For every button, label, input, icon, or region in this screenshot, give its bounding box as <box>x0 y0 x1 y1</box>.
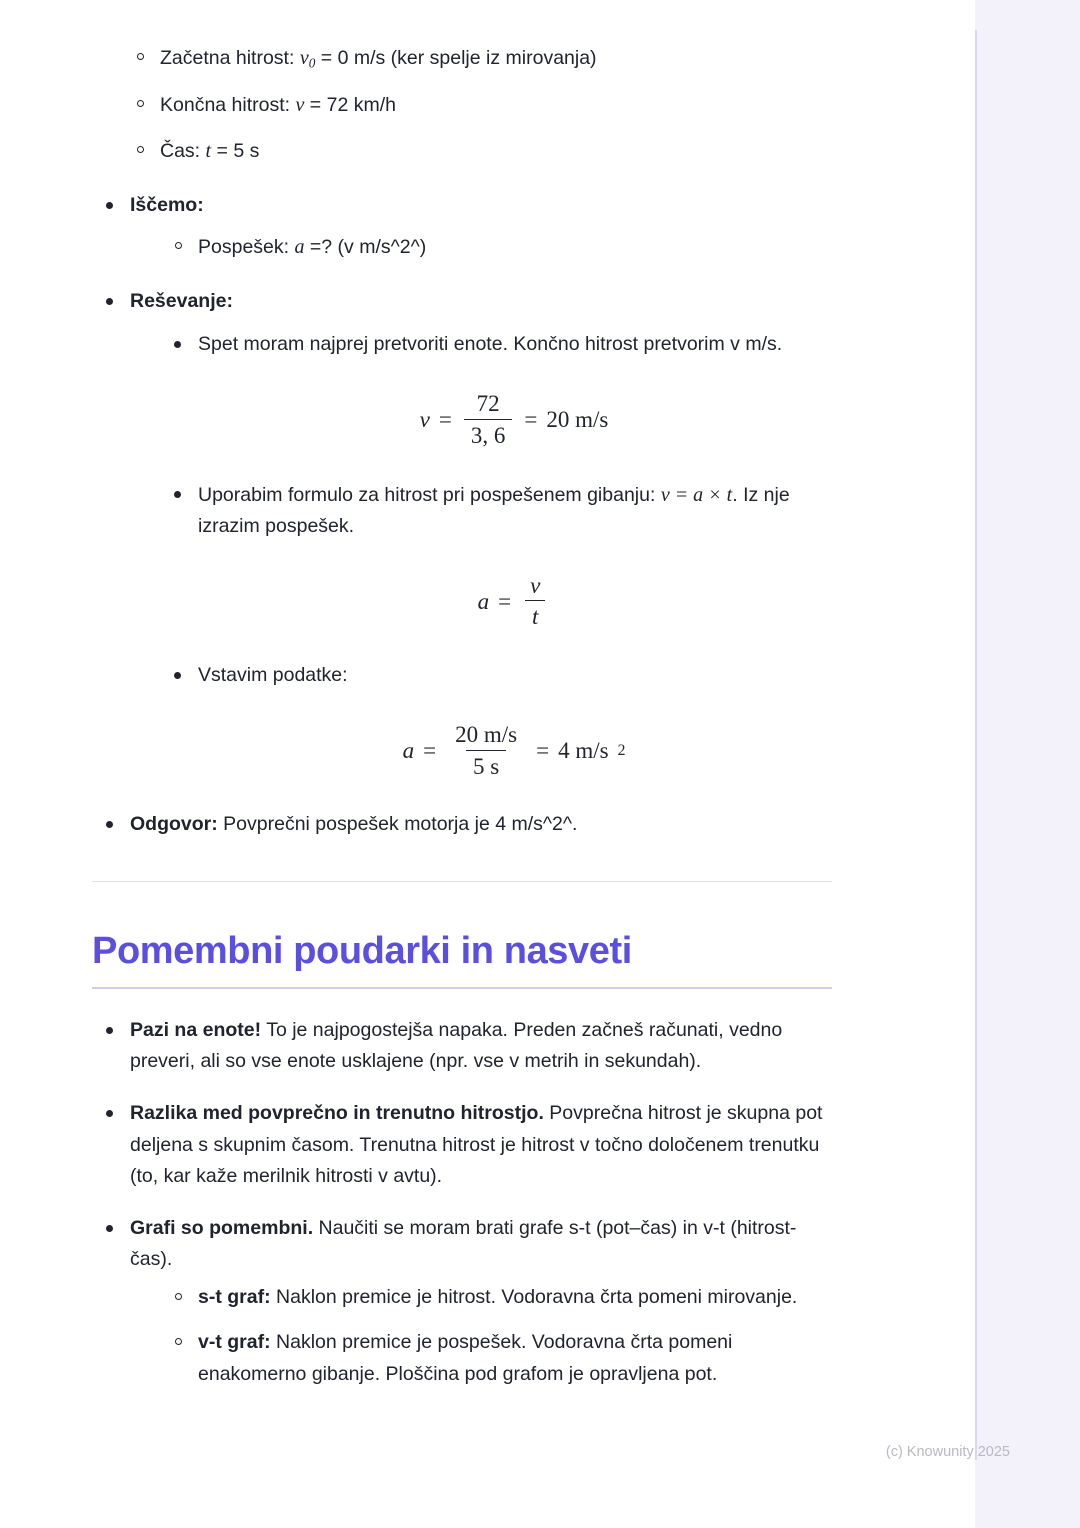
given-symbol-0: v <box>299 47 309 69</box>
list-item <box>160 1282 830 1314</box>
resevanje-step-2-formula: v = a × t <box>660 483 733 506</box>
odgovor-section <box>92 809 830 841</box>
resevanje-step-2-part1: Uporabim formulo za hitrost pri pospešenem gibanju: <box>198 483 661 506</box>
eq3-numerator: 20 m/s <box>455 721 518 747</box>
eq3-fraction <box>448 722 524 780</box>
tip-2-bold: Grafi so pomembni. <box>130 1216 314 1239</box>
eq1-denominator: 3, 6 <box>464 419 513 449</box>
watermark: (c) Knowunity 2025 <box>885 1444 1010 1460</box>
equation-velocity-conversion <box>198 391 830 449</box>
list-item <box>92 1015 830 1078</box>
iscemo-item-symbol: a <box>294 236 305 259</box>
given-label-1: Končna hitrost: <box>160 93 291 116</box>
given-values-list <box>122 42 830 168</box>
list-item <box>92 286 830 779</box>
odgovor-text: Povprečni pospešek motorja je 4 m/s^2^. <box>217 813 578 836</box>
tip-2-text: Naučiti se moram brati grafe s-t (pot–čas) in v-t (hitrost-čas). <box>130 1216 797 1271</box>
eq1-result-equals: = <box>524 407 538 433</box>
given-subscript-0: 0 <box>308 55 316 71</box>
iscemo-sublist <box>160 231 830 264</box>
resevanje-step-3: Vstavim podatke: <box>198 664 348 687</box>
eq3-result: 4 m/s <box>558 737 609 763</box>
tip-2-sub-1-text: Naklon premice je pospešek. Vodoravna črta pomeni enakomerno gibanje. Ploščina pod grafom je opravljena pot. <box>198 1331 733 1386</box>
list-item <box>122 89 830 122</box>
tip-2-sub-1-bold: v-t graf: <box>198 1331 271 1354</box>
tip-2-sub-0-text: Naklon premice je hitrost. Vodoravna črta pomeni mirovanje. <box>270 1285 798 1308</box>
given-rest-1: = 72 km/h <box>304 93 396 116</box>
list-item <box>122 135 830 168</box>
list-item <box>160 1327 830 1390</box>
eq2-equals: = <box>498 588 512 614</box>
resevanje-step-2-part2: . Iz nje izrazim pospešek. <box>198 483 790 538</box>
eq1-fraction <box>464 391 513 449</box>
iscemo-item-rest: =? (v m/s^2^) <box>304 236 427 259</box>
odgovor-label: Odgovor: <box>130 813 218 836</box>
given-symbol-1: v <box>295 93 305 116</box>
eq2-fraction <box>523 573 547 631</box>
list-item <box>92 190 830 264</box>
iscemo-item-label: Pospešek: <box>198 236 290 259</box>
given-symbol-2: t <box>205 140 212 163</box>
eq3-denominator: 5 s <box>466 750 506 780</box>
tip-0-bold: Pazi na enote! <box>130 1018 262 1041</box>
tip-2-sublist <box>160 1282 830 1391</box>
list-item <box>160 660 830 779</box>
given-label-0: Začetna hitrost: <box>160 47 295 69</box>
list-item <box>160 329 830 448</box>
section-divider <box>92 881 832 882</box>
given-label-2: Čas: <box>160 140 201 163</box>
eq1-result: 20 m/s <box>546 407 609 433</box>
list-item <box>160 479 830 631</box>
eq2-numerator: v <box>530 572 541 598</box>
eq1-lhs: v <box>419 407 430 433</box>
tips-list <box>92 1015 830 1391</box>
title-underline <box>92 987 832 989</box>
resevanje-section <box>92 286 830 779</box>
given-rest-0: = 0 m/s (ker spelje iz mirovanja) <box>315 47 597 69</box>
list-item <box>92 1098 830 1193</box>
resevanje-step-1: Spet moram najprej pretvoriti enote. Končno hitrost pretvorim v m/s. <box>198 333 783 356</box>
list-item <box>160 231 830 264</box>
tip-2-sub-0-bold: s-t graf: <box>198 1285 271 1308</box>
eq1-equals: = <box>438 407 452 433</box>
eq2-lhs: a <box>477 588 490 614</box>
tip-0-text: To je najpogostejša napaka. Preden začneš računati, vedno preveri, ali so vse enote usklajene (npr. vse v metrih in sekundah). <box>130 1018 783 1073</box>
eq3-lhs: a <box>402 737 415 763</box>
tip-1-bold: Razlika med povprečno in trenutno hitrostjo. <box>130 1102 544 1125</box>
eq3-equals: = <box>423 737 437 763</box>
eq3-result-equals: = <box>536 737 550 763</box>
tip-1-text: Povprečna hitrost je skupna pot deljena s skupnim časom. Trenutna hitrost je hitrost v točno določenem trenutku (to, kar kaže merilnik hitrosti v avtu). <box>130 1102 823 1188</box>
page-title: Pomembni poudarki in nasveti <box>92 929 632 972</box>
equation-acceleration-result <box>198 722 830 780</box>
iscemo-section <box>92 190 830 264</box>
iscemo-heading: Iščemo: <box>130 193 204 216</box>
resevanje-steps <box>160 329 830 779</box>
list-item <box>122 42 830 75</box>
eq1-numerator: 72 <box>476 391 500 417</box>
eq3-result-exponent: 2 <box>617 741 626 759</box>
given-rest-2: = 5 s <box>211 140 260 163</box>
list-item <box>92 809 830 841</box>
eq2-denominator: t <box>525 600 545 630</box>
list-item <box>92 1213 830 1391</box>
equation-acceleration-formula <box>198 573 830 631</box>
resevanje-heading: Reševanje: <box>130 289 233 312</box>
